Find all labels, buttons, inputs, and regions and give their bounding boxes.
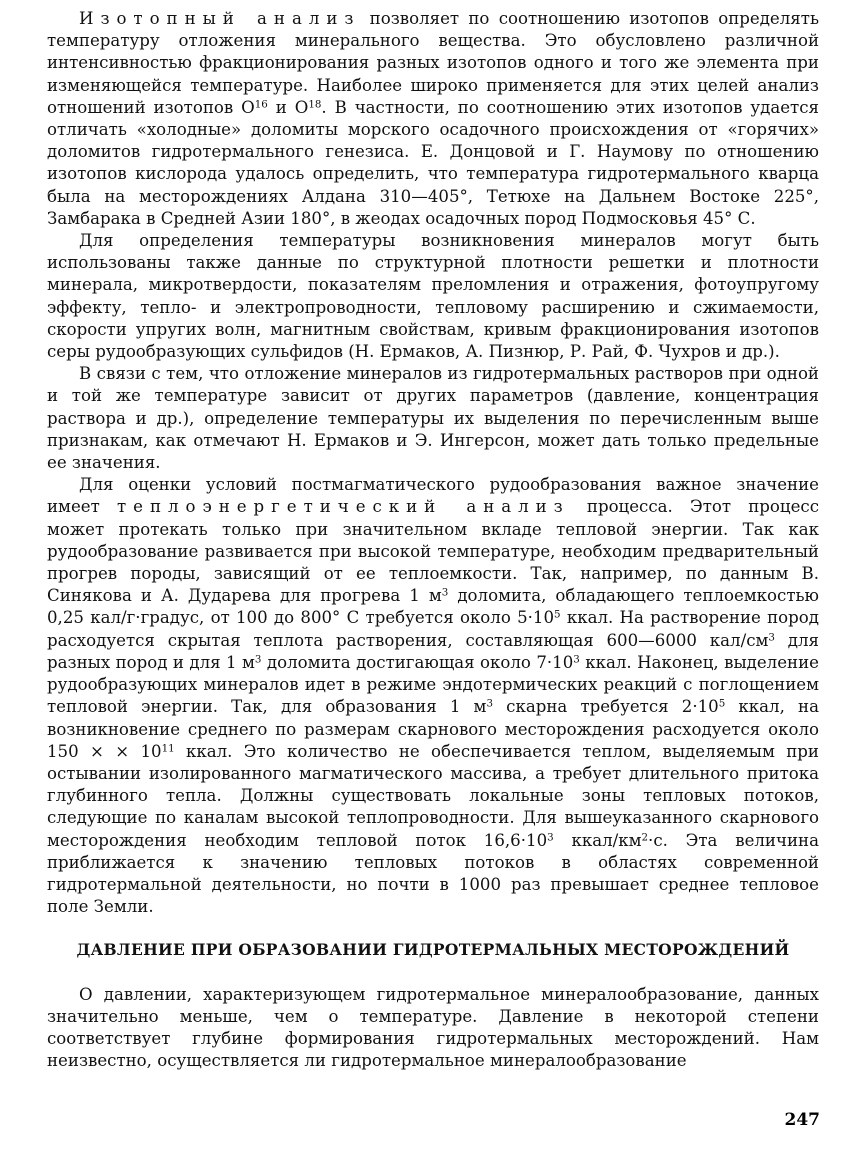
spaced-term: Изотопный анализ [79,9,361,28]
paragraph-pressure: О давлении, характеризующем гидротермальное минералообразование, данных значительно меньше, чем о температуре. Давление в некоторой степени соответствует глубине формирования гидротермальных месторождений. Нам неизвестно, осуществляется ли гидротермальное минералообразование [47,984,819,1071]
paragraph-other-methods: Для определения температуры возникновения минералов могут быть использованы также данные по структурной плотности решетки и плотности минерала, микротвердости, показателям преломления и отражения, фотоупругому эффекту, тепло- и электропроводности, тепловому расширению и сжимаемости, скорости упругих волн, магнитным свойствам, кривым фракционирования изотопов серы рудообразующих сульфидов (Н. Ермаков, А. Пизнюр, Р. Рай, Ф. Чухров и др.). [47,231,819,362]
spaced-term: теплоэнергетический анализ [117,497,570,517]
paragraph-isotope-analysis: Изотопный анализ позволяет по соотношению изотопов определять температуру отложения минерального вещества. Это обусловлено различной интенсивностью фракционирования разных изотопов одного и того же элемента при изменяющейся температуре. Наиболее широко применяется для этих целей анализ отношений изотопов $O^{16}$ и $O^{18}$. В частности, по соотношению этих изотопов удается отличать «холодные» доломиты морского осадочного происхождения от «горячих» доломитов гидротермального генезиса. Е. Донцовой и Г. Наумову по отношению изотопов кислорода удалось определить, что температура гидротермального кварца была на месторождениях Алдана 310—405°, Тетюхе на Дальнем Востоке 225°, Замбарака в Средней Азии 180°, в жеодах осадочных пород Подмосковья 45° С. [47,9,819,228]
paragraph-thermal-energy: Для оценки условий постмагматического рудообразования важное значение имеет теплоэнергетический анализ процесса. Этот процесс может протекать только при значительном вкладе тепловой энергии. Так как рудообразование развивается при высокой температуре, необходим предварительный прогрев породы, зависящий от ее теплоемкости. Так, например, по данным В. Синякова и А. Дударева для прогрева 1 $м^3$ доломита, обладающего теплоемкостью 0,25 кал/г·градус, от 100 до 800° С требуется около $5\cdot 10^5$ ккал. На растворение пород расходуется скрытая теплота растворения, составляющая 600—6000 кал/$см^3$ для разных пород и для 1 $м^3$ доломита достигающая около $7\cdot 10^3$ ккал. Наконец, выделение рудообразующих минералов идет в режиме эндотермических реакций с поглощением тепловой энергии. Так, для образования 1 $м^3$ скарна требуется $2\cdot 10^5$ ккал, на возникновение среднего по размерам скарнового месторождения расходуется около 150 × × $10^{11}$ ккал. Это количество не обеспечивается теплом, выделяемым при остывании изолированного магматического массива, а требует длительного притока глубинного тепла. Должны существовать локальные зоны тепловых потоков, следующие по каналам высокой теплопроводности. Для вышеуказанного скарнового месторождения необходим тепловой поток $16,6\cdot 10^3$ ккал/$км^2\cdot с$. Эта величина приближается к значению тепловых потоков в областях современной гидротермальной деятельности, но почти в 1000 раз превышает среднее тепловое поле Земли. [47,475,820,917]
page-body [47,8,819,1072]
paragraph-limiting-values: В связи с тем, что отложение минералов из гидротермальных растворов при одной и той же температуре зависит от других параметров (давление, концентрация раствора и др.), определение температуры их выделения по перечисленным выше признакам, как отмечают Н. Ермаков и Э. Ингерсон, может дать только предельные ее значения. [47,364,819,473]
page-number: 247 [784,1110,820,1130]
section-heading: ДАВЛЕНИЕ ПРИ ОБРАЗОВАНИИ ГИДРОТЕРМАЛЬНЫХ МЕСТОРОЖДЕНИЙ [76,940,790,960]
